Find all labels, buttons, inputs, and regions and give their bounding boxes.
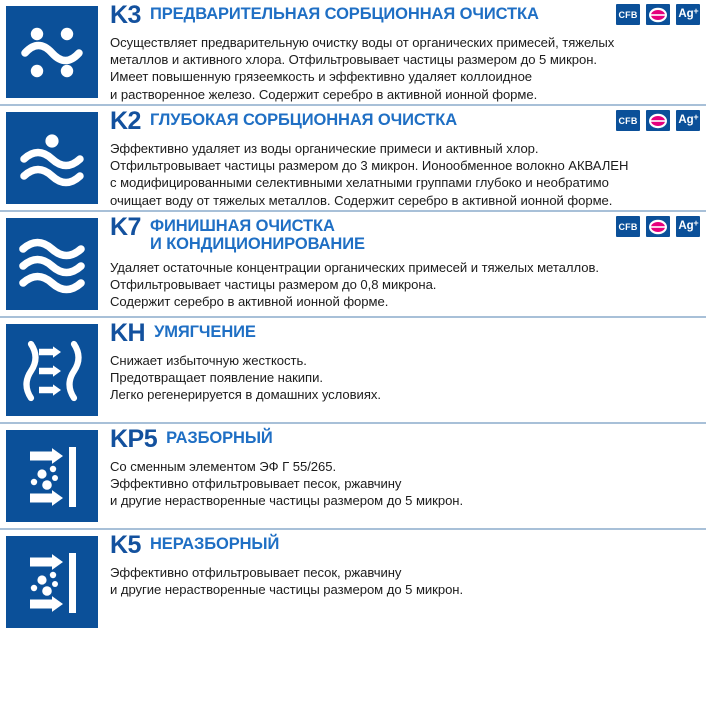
badge-ag-charge: + [693, 217, 699, 228]
badge-ag-symbol: Ag [678, 219, 694, 232]
badge-ag-label [678, 111, 699, 127]
description-line: Эффективно отфильтровывает песок, ржавчину [110, 564, 402, 580]
aquaphor-logo-icon [648, 6, 668, 24]
section-description [110, 140, 706, 210]
filter-section-k3 [0, 0, 706, 104]
badge-cfb[interactable] [616, 216, 640, 237]
arrows-between-wavy-lines-icon [6, 324, 98, 416]
aquaphor-logo-icon [648, 218, 668, 236]
section-title [166, 427, 273, 448]
badge-cfb-label: CFB [618, 115, 638, 126]
badge-silver-ion[interactable] [676, 110, 700, 131]
description-line: Удаляет остаточные концентрации органических примесей и тяжелых металлов. [110, 259, 599, 275]
section-title [154, 321, 256, 342]
badge-cfb[interactable] [616, 4, 640, 25]
section-description [110, 352, 706, 404]
wave-with-dots-icon [6, 6, 98, 98]
description-line: Отфильтровывает частицы размером до 3 микрон. Ионообменное волокно АКВАЛЕН [110, 157, 629, 173]
description-line: Эффективно удаляет из воды органические примеси и активный хлор. [110, 140, 539, 156]
section-title-row [110, 321, 706, 347]
section-content [98, 0, 706, 103]
section-title-row [110, 427, 706, 453]
section-title-line-1: УМЯГЧЕНИЕ [154, 323, 256, 341]
badge-ag-symbol: Ag [678, 7, 694, 20]
section-description [110, 259, 706, 311]
section-title [150, 215, 365, 254]
description-line: Легко регенерируется в домашних условиях. [110, 387, 381, 403]
section-content [98, 530, 706, 598]
section-code: K2 [110, 107, 141, 135]
description-line: и растворенное железо. Содержит серебро в активной ионной форме. [110, 86, 538, 102]
badge-ag-label [678, 5, 699, 21]
arrows-barrier-particles-icon [6, 536, 98, 628]
badge-cfb[interactable] [616, 110, 640, 131]
dot-over-two-waves-icon [6, 112, 98, 204]
section-title-line-1: НЕРАЗБОРНЫЙ [149, 535, 280, 553]
description-line: Имеет повышенную грязеемкость и эффективно удаляет коллоидное [110, 69, 533, 85]
section-title-line-2: И КОНДИЦИОНИРОВАНИЕ [149, 234, 365, 253]
arrows-barrier-particles-icon [6, 430, 98, 522]
section-title-line-1: ФИНИШНАЯ ОЧИСТКА [149, 217, 335, 235]
icon-tile-kp5 [6, 430, 98, 522]
icon-tile-k5 [6, 536, 98, 628]
badge-ag-charge: + [693, 111, 699, 122]
badge-cfb-label: CFB [618, 221, 638, 232]
section-code: K3 [110, 1, 141, 29]
badge-brand-logo[interactable] [646, 4, 670, 25]
section-description [110, 34, 706, 104]
badge-brand-logo[interactable] [646, 110, 670, 131]
icon-tile-kh [6, 324, 98, 416]
badge-silver-ion[interactable] [676, 4, 700, 25]
section-content [98, 212, 706, 311]
three-waves-icon [6, 218, 98, 310]
section-title-line-1: РАЗБОРНЫЙ [166, 429, 273, 447]
filter-section-k2 [0, 106, 706, 210]
section-content [98, 106, 706, 209]
icon-tile-k2 [6, 112, 98, 204]
description-line: с модифицированными селективными хелатными группами глубоко и необратимо [110, 175, 609, 191]
description-line: Снижает избыточную жесткость. [110, 352, 307, 368]
filter-section-kh [0, 318, 706, 422]
description-line: Предотвращает появление накипи. [110, 369, 323, 385]
section-content [98, 318, 706, 404]
section-code: K5 [110, 531, 141, 559]
badge-cfb-label: CFB [618, 9, 638, 20]
section-title-line-1: ПРЕДВАРИТЕЛЬНАЯ СОРБЦИОННАЯ ОЧИСТКА [149, 5, 539, 23]
badge-brand-logo[interactable] [646, 216, 670, 237]
filter-section-k5 [0, 530, 706, 634]
section-title [150, 109, 457, 130]
section-title [150, 533, 279, 554]
certification-badges [616, 4, 700, 25]
section-code: KH [110, 319, 146, 347]
section-title-row [110, 533, 706, 559]
section-code: K7 [110, 213, 141, 241]
section-description [110, 564, 706, 599]
section-code: KP5 [110, 425, 158, 453]
filter-section-kp5 [0, 424, 706, 528]
certification-badges [616, 216, 700, 237]
badge-ag-charge: + [693, 5, 699, 16]
description-line: очищает воду от тяжелых металлов. Содержит серебро в активной ионной форме. [110, 192, 613, 208]
icon-tile-k7 [6, 218, 98, 310]
description-line: Отфильтровывает частицы размером до 0,8 микрона. [110, 277, 437, 293]
certification-badges [616, 110, 700, 131]
description-line: и другие нерастворенные частицы размером до 5 микрон. [110, 493, 464, 509]
description-line: и другие нерастворенные частицы размером до 5 микрон. [110, 581, 464, 597]
section-title-line-1: ГЛУБОКАЯ СОРБЦИОННАЯ ОЧИСТКА [149, 111, 458, 129]
description-line: металлов и активного хлора. Отфильтровывает частицы размером до 5 микрон. [110, 51, 597, 67]
badge-ag-label [678, 217, 699, 233]
section-description [110, 458, 706, 510]
badge-silver-ion[interactable] [676, 216, 700, 237]
section-content [98, 424, 706, 510]
description-line: Со сменным элементом ЭФ Г 55/265. [110, 458, 337, 474]
badge-ag-symbol: Ag [678, 113, 694, 126]
description-line: Содержит серебро в активной ионной форме. [110, 294, 389, 310]
filter-section-k7 [0, 212, 706, 316]
section-title [150, 3, 539, 24]
icon-tile-k3 [6, 6, 98, 98]
description-line: Эффективно отфильтровывает песок, ржавчину [110, 475, 402, 491]
aquaphor-logo-icon [648, 112, 668, 130]
description-line: Осуществляет предварительную очистку воды от органических примесей, тяжелых [110, 34, 615, 50]
